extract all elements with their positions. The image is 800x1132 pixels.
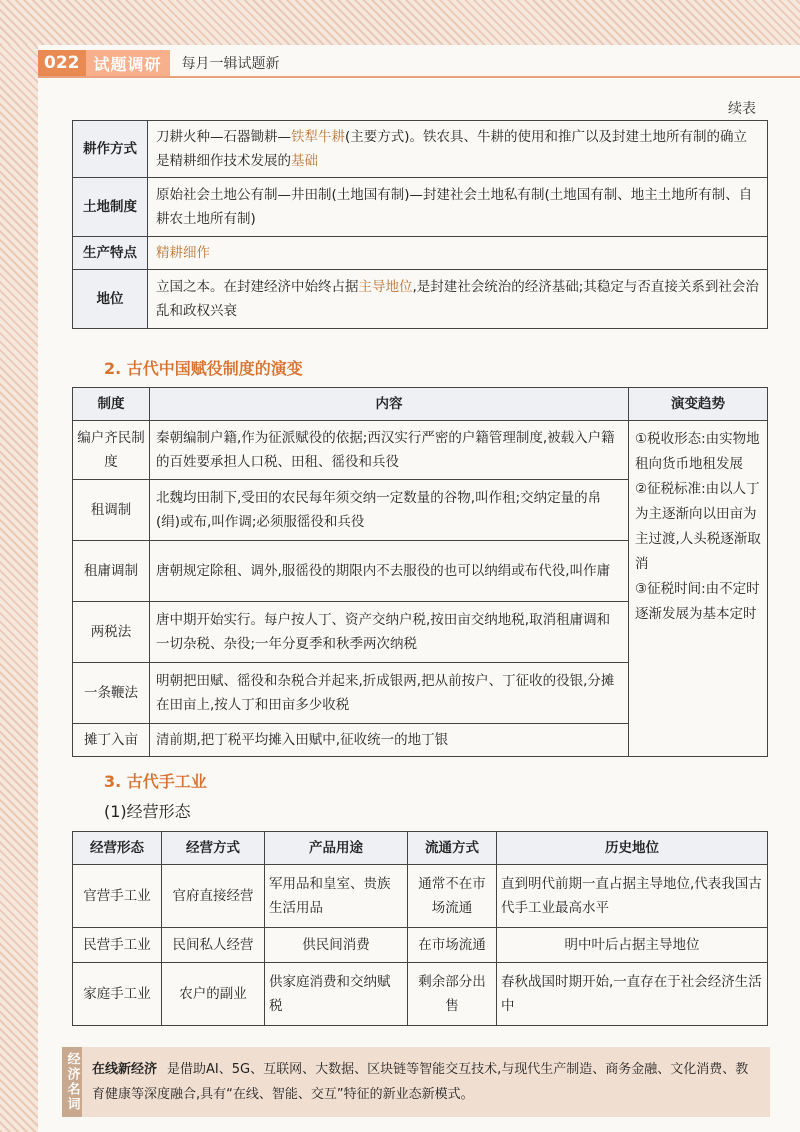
table-cell: 官府直接经营 (162, 865, 265, 928)
system-name: 租庸调制 (73, 541, 150, 602)
system-content: 秦朝编制户籍,作为征派赋役的依据;西汉实行严密的户籍管理制度,被载入户籍的百姓要承担人口税、田租、徭役和兵役 (150, 421, 629, 480)
table-row (73, 421, 768, 480)
row-label: 生产特点 (73, 237, 148, 270)
econ-term-name: 在线新经济 (92, 1062, 158, 1077)
column-header: 产品用途 (265, 832, 408, 865)
table-cell: 在市场流通 (408, 928, 497, 963)
subsection-title: (1)经营形态 (104, 802, 191, 821)
system-name: 两税法 (73, 602, 150, 663)
econ-term-text (92, 1057, 754, 1107)
econ-term-tag: 经济名词 (62, 1047, 82, 1117)
highlight-text: 基础 (291, 153, 318, 169)
section-title-handicraft: 3. 古代手工业 (104, 772, 207, 791)
system-content: 清前期,把丁税平均摊入田赋中,征收统一的地丁银 (150, 724, 629, 757)
table-cell: 民间私人经营 (162, 928, 265, 963)
page-header (38, 50, 280, 76)
econ-term-definition: 是借助AI、5G、互联网、大数据、区块链等智能交互技术,与现代生产制造、商务金融、文化消费、教育健康等深度融合,具有“在线、智能、交互”特征的新业态新模式。 (92, 1062, 749, 1102)
continued-label: 续表 (728, 101, 756, 117)
system-name: 编户齐民制度 (73, 421, 150, 480)
column-header: 历史地位 (497, 832, 768, 865)
series-title: 每月一辑试题新 (181, 56, 280, 72)
table-cell: 官营手工业 (73, 865, 162, 928)
column-header: 制度 (73, 388, 150, 421)
table-cell: 剩余部分出售 (408, 963, 497, 1026)
row-text (148, 237, 768, 270)
table-cell: 农户的副业 (162, 963, 265, 1026)
row-label: 土地制度 (73, 178, 148, 237)
table-cell: 供民间消费 (265, 928, 408, 963)
top-hatch-border (0, 0, 800, 45)
table-cell: 军用品和皇室、贵族生活用品 (265, 865, 408, 928)
handicraft-table (72, 831, 768, 1026)
system-name: 摊丁入亩 (73, 724, 150, 757)
section-title-tax: 2. 古代中国赋役制度的演变 (104, 359, 303, 378)
table-cell: 直到明代前期一直占据主导地位,代表我国古代手工业最高水平 (497, 865, 768, 928)
section-label: 试题调研 (86, 50, 170, 76)
table-cell: 民营手工业 (73, 928, 162, 963)
tax-table (72, 387, 768, 757)
row-label: 地位 (73, 270, 148, 329)
left-hatch-border (0, 45, 38, 1132)
column-header: 经营形态 (73, 832, 162, 865)
econ-term-box (62, 1047, 770, 1117)
trend-cell (629, 421, 768, 757)
highlight-text: 铁犁牛耕 (291, 129, 345, 145)
system-content: 唐朝规定除租、调外,服徭役的期限内不去服役的也可以纳绢或布代役,叫作庸 (150, 541, 629, 602)
column-header: 经营方式 (162, 832, 265, 865)
header-divider (38, 76, 800, 78)
column-header: 演变趋势 (629, 388, 768, 421)
highlight-text: 精耕细作 (156, 245, 210, 261)
system-name: 租调制 (73, 480, 150, 541)
table-row (73, 963, 768, 1026)
column-header: 内容 (150, 388, 629, 421)
trend-item: ②征税标准:由以人丁为主逐渐向以田亩为主过渡,人头税逐渐取消 (635, 481, 761, 572)
table-cell: 家庭手工业 (73, 963, 162, 1026)
table-row (73, 865, 768, 928)
row-text: 立国之本。在封建经济中始终占据主导地位,是封建社会统治的经济基础;其稳定与否直接关系到社会治乱和政权兴衰 (148, 270, 768, 329)
table-cell: 供家庭消费和交纳赋税 (265, 963, 408, 1026)
system-content: 明朝把田赋、徭役和杂税合并起来,折成银两,把从前按户、丁征收的役银,分摊在田亩上,按人丁和田亩多少收税 (150, 663, 629, 724)
table-cell: 明中叶后占据主导地位 (497, 928, 768, 963)
trend-item: ③征税时间:由不定时逐渐发展为基本定时 (635, 581, 760, 622)
highlight-text: 主导地位 (358, 279, 413, 295)
row-label: 耕作方式 (73, 121, 148, 178)
table-row (73, 121, 768, 178)
row-text: 原始社会土地公有制—井田制(土地国有制)—封建社会土地私有制(土地国有制、地主土地所有制、自耕农土地所有制) (148, 178, 768, 237)
column-header: 流通方式 (408, 832, 497, 865)
row-text: 刀耕火种—石器锄耕—铁犁牛耕(主要方式)。铁农具、牛耕的使用和推广以及封建土地所有制的确立是精耕细作技术发展的基础 (148, 121, 768, 178)
table-header-row (73, 832, 768, 865)
table-row (73, 270, 768, 329)
page-number: 022 (38, 50, 86, 76)
table-row (73, 178, 768, 237)
agri-table (72, 120, 768, 329)
table-header-row (73, 388, 768, 421)
table-cell: 春秋战国时期开始,一直存在于社会经济生活中 (497, 963, 768, 1026)
table-row (73, 237, 768, 270)
system-content: 北魏均田制下,受田的农民每年须交纳一定数量的谷物,叫作租;交纳定量的帛(绢)或布,叫作调;必须服徭役和兵役 (150, 480, 629, 541)
system-name: 一条鞭法 (73, 663, 150, 724)
system-content: 唐中期开始实行。每户按人丁、资产交纳户税,按田亩交纳地税,取消租庸调和一切杂税、杂役;一年分夏季和秋季两次纳税 (150, 602, 629, 663)
table-cell: 通常不在市场流通 (408, 865, 497, 928)
trend-item: ①税收形态:由实物地租向货币地租发展 (635, 431, 760, 472)
table-row (73, 928, 768, 963)
